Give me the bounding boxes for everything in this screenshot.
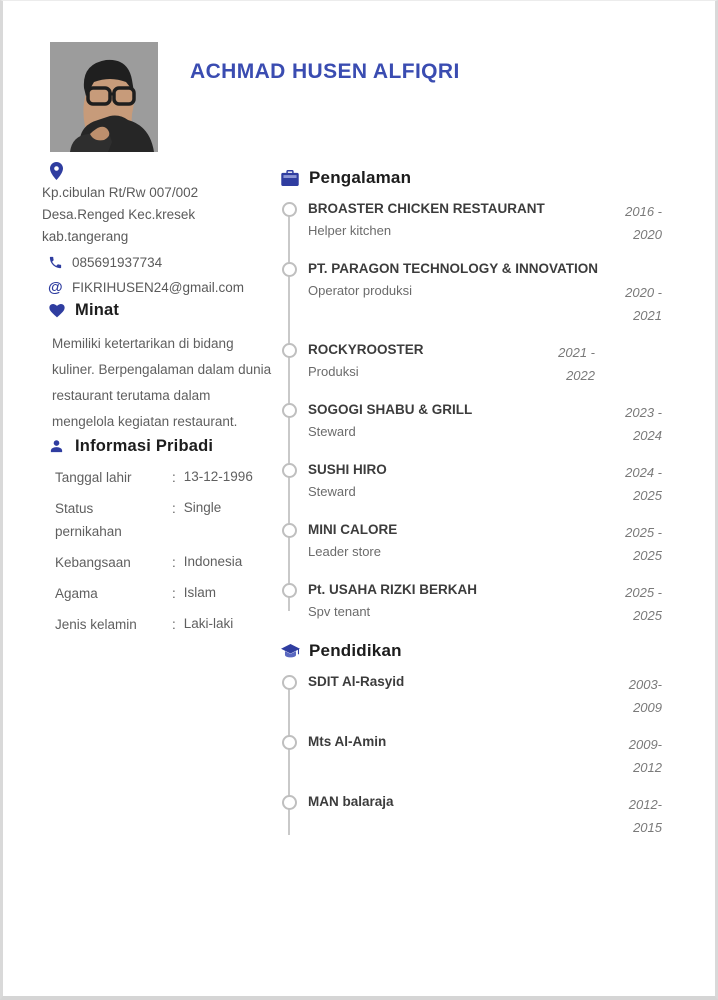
experience-heading: Pengalaman bbox=[309, 168, 412, 187]
info-label: Jenis kelamin bbox=[55, 617, 137, 632]
education-dates: 2009- 2012 bbox=[628, 737, 662, 775]
info-value: Islam bbox=[183, 585, 217, 600]
info-label: Tanggal lahir bbox=[55, 470, 132, 485]
info-value: Laki-laki bbox=[183, 616, 234, 631]
experience-role: Produksi bbox=[308, 364, 359, 379]
experience-item bbox=[281, 401, 662, 447]
person-name: ACHMAD HUSEN ALFIQRI bbox=[190, 60, 460, 83]
info-value: Indonesia bbox=[183, 554, 243, 569]
experience-item bbox=[281, 260, 662, 327]
experience-dates: 2023 - 2024 bbox=[625, 405, 662, 443]
experience-timeline bbox=[281, 200, 662, 627]
experience-role: Spv tenant bbox=[308, 604, 371, 619]
education-timeline bbox=[281, 673, 662, 839]
phone-number: 085691937734 bbox=[72, 255, 163, 270]
personal-info-rows bbox=[42, 466, 272, 636]
experience-heading-row bbox=[281, 168, 662, 188]
info-separator: : bbox=[172, 586, 176, 601]
education-heading: Pendidikan bbox=[309, 641, 402, 660]
experience-title: SUSHI HIRO bbox=[308, 462, 387, 477]
address-line-3: kab.tangerang bbox=[42, 229, 129, 244]
interest-heading: Minat bbox=[75, 301, 120, 319]
education-heading-row bbox=[281, 641, 662, 661]
interest-heading-row bbox=[42, 301, 274, 320]
experience-role: Leader store bbox=[308, 544, 381, 559]
right-column bbox=[281, 168, 662, 853]
contact-section bbox=[42, 162, 272, 298]
experience-role: Steward bbox=[308, 424, 356, 439]
experience-dates: 2025 - 2025 bbox=[625, 585, 662, 623]
experience-role: Helper kitchen bbox=[308, 223, 392, 238]
education-item bbox=[281, 733, 662, 779]
experience-dates: 2025 - 2025 bbox=[625, 525, 662, 563]
info-label: Agama bbox=[55, 586, 98, 601]
info-label: Status pernikahan bbox=[55, 501, 122, 539]
info-separator: : bbox=[172, 555, 176, 570]
info-separator: : bbox=[172, 470, 176, 485]
person-icon bbox=[49, 439, 66, 454]
experience-role: Steward bbox=[308, 484, 356, 499]
education-dates: 2003- 2009 bbox=[628, 677, 662, 715]
info-value: Single bbox=[183, 500, 222, 515]
experience-dates: 2024 - 2025 bbox=[625, 465, 662, 503]
phone-row bbox=[42, 252, 272, 273]
experience-item bbox=[281, 461, 662, 507]
info-label: Kebangsaan bbox=[55, 555, 131, 570]
experience-title: SOGOGI SHABU & GRILL bbox=[308, 402, 473, 417]
phone-icon bbox=[48, 255, 64, 270]
experience-dates: 2020 - 2021 bbox=[625, 285, 662, 323]
location-pin-icon bbox=[50, 162, 272, 182]
info-separator: : bbox=[172, 617, 176, 632]
interest-section bbox=[42, 301, 274, 435]
info-row-birthdate bbox=[42, 466, 272, 489]
info-separator: : bbox=[172, 501, 176, 516]
experience-item bbox=[281, 581, 662, 627]
experience-title: PT. PARAGON TECHNOLOGY & INNOVATION bbox=[308, 261, 599, 276]
info-row-gender bbox=[42, 613, 272, 636]
experience-dates: 2016 - 2020 bbox=[625, 204, 662, 242]
experience-item bbox=[281, 341, 662, 387]
experience-title: BROASTER CHICKEN RESTAURANT bbox=[308, 201, 545, 216]
info-row-marital-status bbox=[42, 497, 272, 543]
experience-title: MINI CALORE bbox=[308, 522, 398, 537]
graduation-cap-icon bbox=[281, 644, 300, 659]
personal-info-section bbox=[42, 437, 272, 644]
experience-item bbox=[281, 521, 662, 567]
profile-photo bbox=[50, 42, 158, 152]
heart-icon bbox=[49, 304, 66, 318]
education-item bbox=[281, 793, 662, 839]
address-line-2: Desa.Renged Kec.kresek bbox=[42, 207, 196, 222]
experience-title: Pt. USAHA RIZKI BERKAH bbox=[308, 582, 478, 597]
email-address: FIKRIHUSEN24@gmail.com bbox=[72, 280, 244, 295]
briefcase-icon bbox=[281, 170, 300, 186]
address-line-1: Kp.cibulan Rt/Rw 007/002 bbox=[42, 185, 199, 200]
info-value: 13-12-1996 bbox=[183, 469, 253, 484]
experience-dates: 2021 - 2022 bbox=[558, 345, 595, 383]
education-item bbox=[281, 673, 662, 719]
education-name: Mts Al-Amin bbox=[308, 734, 387, 749]
email-at-icon: @ bbox=[48, 279, 63, 296]
profile-photo-illustration bbox=[50, 42, 158, 152]
info-row-religion bbox=[42, 582, 272, 605]
personal-info-heading-row bbox=[42, 437, 272, 456]
experience-item bbox=[281, 200, 662, 246]
experience-role: Operator produksi bbox=[308, 283, 413, 298]
info-row-nationality bbox=[42, 551, 272, 574]
personal-info-heading: Informasi Pribadi bbox=[75, 437, 214, 455]
interest-text: Memiliki ketertarikan di bidang kuliner. Berpengalaman dalam dunia restaurant terutama dalam mengelola kegiatan restaurant. bbox=[52, 336, 272, 429]
education-name: SDIT Al-Rasyid bbox=[308, 674, 405, 689]
education-name: MAN balaraja bbox=[308, 794, 394, 809]
education-dates: 2012- 2015 bbox=[628, 797, 662, 835]
email-row bbox=[42, 277, 272, 298]
experience-title: ROCKYROOSTER bbox=[308, 342, 424, 357]
